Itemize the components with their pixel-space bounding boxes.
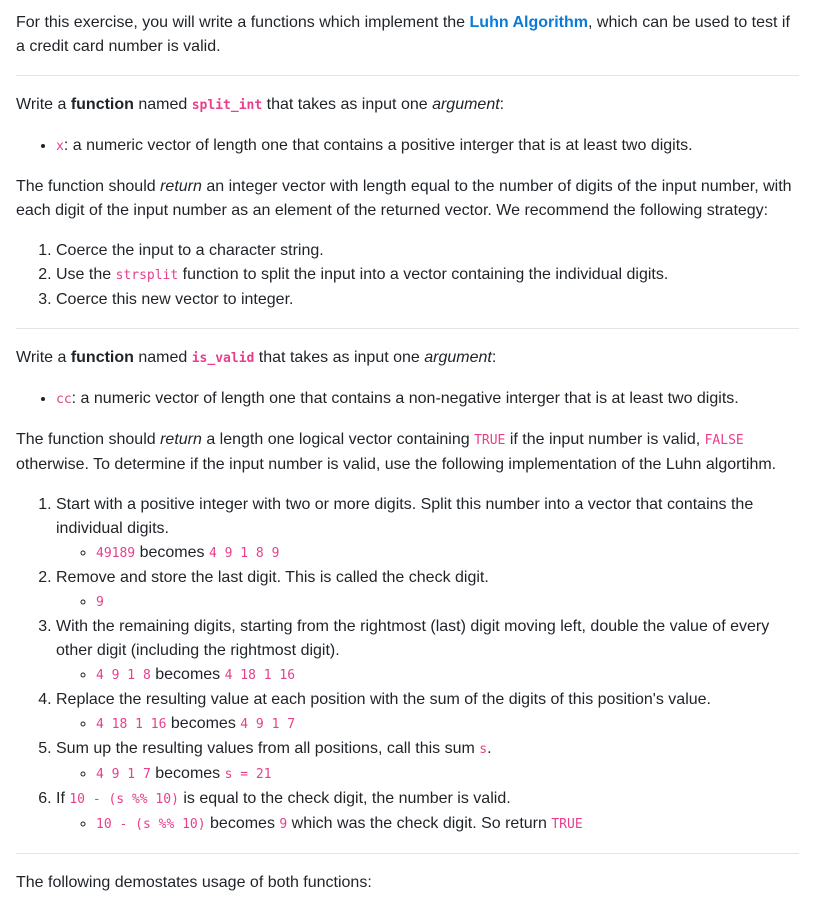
- text: a length one logical vector containing: [201, 431, 475, 448]
- code: 10 - (s %% 10): [69, 792, 179, 807]
- text: named: [133, 349, 192, 366]
- code: 4 18 1 16: [96, 717, 167, 732]
- text: becomes: [150, 666, 225, 683]
- divider: [16, 853, 799, 854]
- step-text: Use the: [56, 266, 116, 283]
- step-text: Coerce this new vector to integer.: [56, 291, 294, 308]
- arg-item-cc: [56, 387, 799, 412]
- code: 9: [96, 595, 104, 610]
- argument-word: argument: [424, 349, 492, 366]
- list-item: [56, 787, 799, 837]
- step-text: With the remaining digits, starting from the rightmost (last) digit moving left, double the value of every other digit (including the rightmost digit).: [56, 618, 770, 659]
- text: Write a: [16, 349, 71, 366]
- arg-desc: : a numeric vector of length one that contains a non-negative interger that is at least two digits.: [71, 390, 739, 407]
- step-text: is equal to the check digit, the number is valid.: [178, 790, 511, 807]
- example-item: [96, 590, 799, 615]
- list-item: [56, 615, 799, 688]
- example-item: [96, 812, 799, 837]
- text: The function should: [16, 431, 161, 448]
- list-item: [56, 737, 799, 787]
- arg-name: x: [56, 139, 64, 154]
- text: :: [499, 96, 505, 113]
- example-item: [96, 762, 799, 787]
- split-int-return: [16, 175, 799, 223]
- return-word: return: [160, 178, 202, 195]
- text: which was the check digit. So return: [287, 815, 552, 832]
- list-item: [56, 288, 799, 312]
- text: :: [491, 349, 497, 366]
- return-word: return: [160, 431, 202, 448]
- text: that takes as input one: [254, 349, 425, 366]
- arg-item-x: [56, 134, 799, 159]
- code: 10 - (s %% 10): [96, 817, 206, 832]
- list-item: [56, 239, 799, 263]
- text: named: [133, 96, 192, 113]
- code: s: [479, 742, 488, 757]
- divider: [16, 328, 799, 329]
- code: 4 9 1 8: [96, 668, 151, 683]
- text: becomes: [205, 815, 280, 832]
- example-item: [96, 712, 799, 737]
- argument-word: argument: [432, 96, 500, 113]
- step-text: Remove and store the last digit. This is called the check digit.: [56, 569, 489, 586]
- code: 4 9 1 8 9: [208, 546, 280, 561]
- code: 4 9 1 7: [96, 767, 151, 782]
- list-item: [56, 688, 799, 737]
- footer-text: The following demostates usage of both functions:: [16, 874, 372, 891]
- step-text: Replace the resulting value at each position with the sum of the digits of this position's value.: [56, 691, 711, 708]
- split-int-name: split_int: [191, 98, 263, 113]
- step-text: Start with a positive integer with two or more digits. Split this number into a vector that contains the individual digits.: [56, 496, 754, 537]
- strsplit-code: strsplit: [115, 268, 179, 283]
- code: TRUE: [551, 817, 583, 832]
- example-item: [96, 663, 799, 688]
- divider: [16, 75, 799, 76]
- is-valid-return: [16, 428, 799, 477]
- example-item: [96, 541, 799, 566]
- arg-name: cc: [56, 392, 72, 407]
- split-int-steps: [16, 239, 799, 312]
- split-int-heading: [16, 93, 799, 118]
- arg-desc: : a numeric vector of length one that contains a positive interger that is at least two digits.: [63, 137, 693, 154]
- text: an integer vector with length equal to the number of digits of the input number, with each digit of the input number as an element of the returned vector. We recommend the following strategy:: [16, 178, 792, 219]
- step-text: Coerce the input to a character string.: [56, 242, 324, 259]
- list-item: [56, 263, 799, 288]
- text: becomes: [150, 765, 225, 782]
- list-item: [56, 566, 799, 615]
- example-list: [56, 541, 799, 566]
- code: 4 9 1 7: [240, 717, 296, 732]
- intro-text: For this exercise, you will write a functions which implement the: [16, 14, 470, 31]
- list-item: [56, 493, 799, 566]
- is-valid-args: [16, 387, 799, 412]
- example-list: [56, 762, 799, 787]
- code: 9: [279, 817, 288, 832]
- function-word: function: [70, 96, 134, 113]
- luhn-steps: [16, 493, 799, 837]
- step-text: function to split the input into a vector containing the individual digits.: [178, 266, 669, 283]
- text: if the input number is valid,: [505, 431, 705, 448]
- code: 49189: [96, 546, 136, 561]
- text: becomes: [135, 544, 209, 561]
- text: The function should: [16, 178, 161, 195]
- false-code: FALSE: [704, 433, 744, 448]
- function-word: function: [70, 349, 134, 366]
- text: otherwise. To determine if the input number is valid, use the following implementation of the Luhn algortihm.: [16, 456, 777, 473]
- step-text: If: [56, 790, 70, 807]
- code: s = 21: [224, 767, 272, 782]
- step-text: Sum up the resulting values from all positions, call this sum: [56, 740, 480, 757]
- intro-text-end: , which can be used to test if a credit card number is valid.: [16, 14, 790, 55]
- is-valid-name: is_valid: [191, 351, 255, 366]
- text: becomes: [166, 715, 241, 732]
- example-list: [56, 712, 799, 737]
- example-list: [56, 663, 799, 688]
- example-list: [56, 812, 799, 837]
- is-valid-heading: [16, 346, 799, 371]
- code: 4 18 1 16: [224, 668, 296, 683]
- luhn-algorithm-link[interactable]: Luhn Algorithm: [469, 14, 589, 31]
- true-code: TRUE: [474, 433, 506, 448]
- intro-paragraph: [16, 11, 799, 59]
- split-int-args: [16, 134, 799, 159]
- text: that takes as input one: [262, 96, 433, 113]
- text: Write a: [16, 96, 71, 113]
- example-list: [56, 590, 799, 615]
- step-text: .: [487, 740, 492, 757]
